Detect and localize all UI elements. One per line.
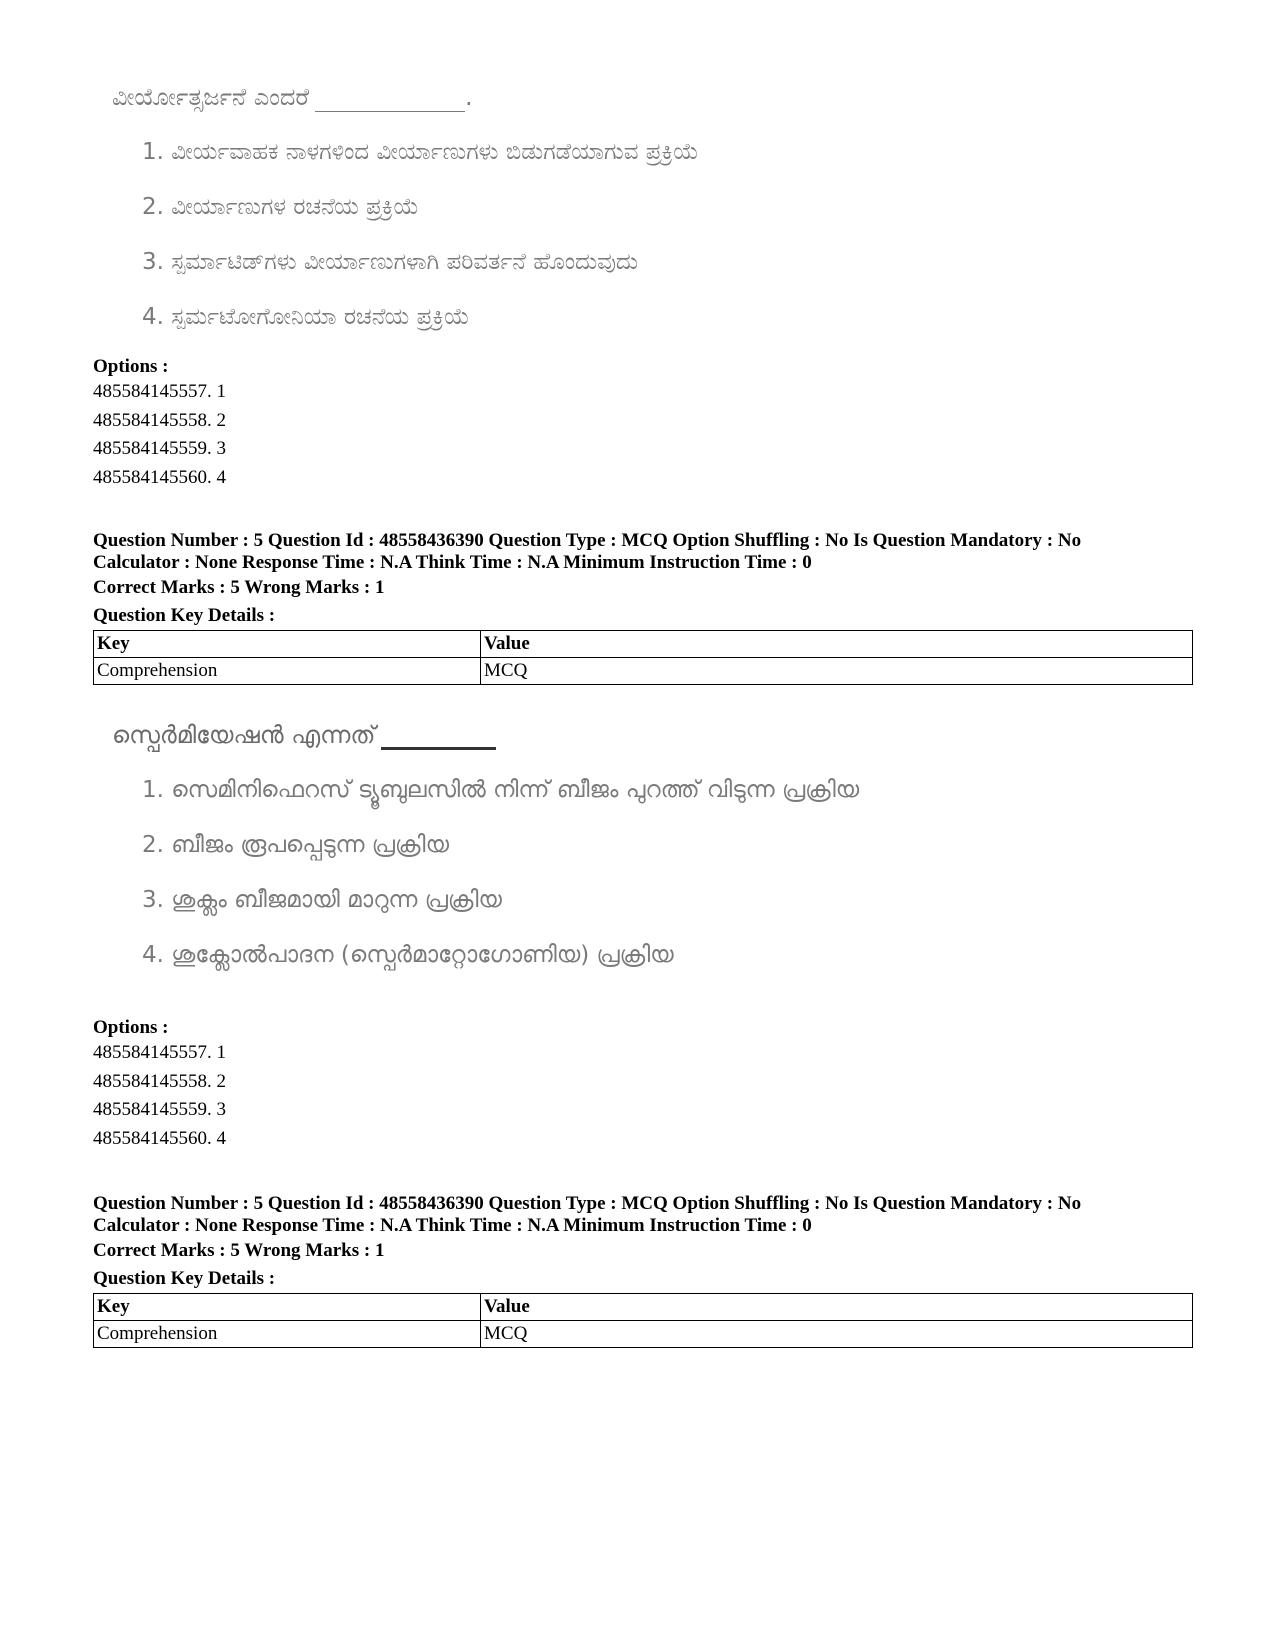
marks-line: Correct Marks : 5 Wrong Marks : 1 bbox=[93, 577, 385, 598]
option-item: 485584145560. 4 bbox=[93, 1127, 226, 1149]
table-row bbox=[94, 1321, 1193, 1348]
table-cell-key: Comprehension bbox=[94, 658, 481, 685]
table-header-value: Value bbox=[481, 1294, 1193, 1321]
question-option-1: 1. സെമിനിഫെറസ് ട്യൂബുലസിൽ നിന്ന് ബീജം പുറത്ത് വിടുന്ന പ്രക്രിയ bbox=[142, 777, 860, 803]
option-item: 485584145560. 4 bbox=[93, 466, 226, 488]
question-meta bbox=[93, 530, 1193, 685]
question-meta-line-1: Question Number : 5 Question Id : 48558436390 Question Type : MCQ Option Shuffling : No Is Question Mandatory : No bbox=[93, 530, 1082, 551]
key-details-label: Question Key Details : bbox=[93, 1268, 276, 1289]
option-item: 485584145558. 2 bbox=[93, 409, 226, 431]
question-option-1: 1. ವೀರ್ಯವಾಹಕ ನಾಳಗಳಿಂದ ವೀರ್ಯಾಣುಗಳು ಬಿಡುಗಡೆಯಾಗುವ ಪ್ರಕ್ರಿಯೆ bbox=[142, 139, 699, 165]
question-option-3: 3. ശുക്ലം ബീജമായി മാറുന്ന പ്രക്രിയ bbox=[142, 887, 502, 913]
kannada-question-image bbox=[112, 82, 699, 332]
key-details-label: Question Key Details : bbox=[93, 605, 276, 626]
option-item: 485584145558. 2 bbox=[93, 1070, 226, 1092]
table-header-row bbox=[94, 1294, 1193, 1321]
options-label: Options : bbox=[93, 1017, 169, 1038]
marks-line: Correct Marks : 5 Wrong Marks : 1 bbox=[93, 1240, 385, 1261]
option-item: 485584145559. 3 bbox=[93, 438, 226, 459]
question-option-4: 4. ಸ್ಪರ್ಮಟೋಗೋನಿಯಾ ರಚನೆಯ ಪ್ರಕ್ರಿಯೆ bbox=[142, 304, 470, 330]
table-row bbox=[94, 658, 1193, 685]
table-cell-value: MCQ bbox=[481, 658, 1193, 685]
question-option-2: 2. ವೀರ್ಯಾಣುಗಳ ರಚನೆಯ ಪ್ರಕ್ರಿಯೆ bbox=[142, 194, 420, 220]
options-block bbox=[93, 356, 1193, 492]
question-meta-line-2: Calculator : None Response Time : N.A Think Time : N.A Minimum Instruction Time : 0 bbox=[93, 552, 812, 573]
option-item: 485584145557. 1 bbox=[93, 381, 226, 402]
question-option-4: 4. ശുക്ലോൽപാദന (സ്പെർമാറ്റോഗോണിയ) പ്രക്രിയ bbox=[142, 942, 674, 968]
question-option-3: 3. ಸ್ಪರ್ಮಾಟಿಡ್‌ಗಳು ವೀರ್ಯಾಣುಗಳಾಗಿ ಪರಿವರ್ತನೆ ಹೊಂದುವುದು bbox=[142, 249, 639, 275]
table-cell-value: MCQ bbox=[481, 1321, 1193, 1348]
key-value-table bbox=[93, 630, 1193, 685]
question-option-2: 2. ബീജം രൂപപ്പെടുന്ന പ്രക്രിയ bbox=[142, 832, 450, 858]
option-item: 485584145559. 3 bbox=[93, 1099, 226, 1120]
question-meta-line-2: Calculator : None Response Time : N.A Think Time : N.A Minimum Instruction Time : 0 bbox=[93, 1215, 812, 1236]
option-item: 485584145557. 1 bbox=[93, 1042, 226, 1063]
question-stem: ವೀರ್ಯೋತ್ಸರ್ಜನೆ ಎಂದರೆ . bbox=[112, 83, 473, 111]
table-cell-key: Comprehension bbox=[94, 1321, 481, 1348]
malayalam-question-image bbox=[112, 720, 859, 970]
options-label: Options : bbox=[93, 356, 169, 377]
table-header-row bbox=[94, 631, 1193, 658]
table-header-value: Value bbox=[481, 631, 1193, 658]
question-meta bbox=[93, 1193, 1193, 1348]
table-header-key: Key bbox=[94, 1294, 481, 1321]
options-block bbox=[93, 1017, 1193, 1153]
table-header-key: Key bbox=[94, 631, 481, 658]
question-stem: സ്പെർമിയേഷൻ എന്നത് bbox=[112, 720, 859, 750]
question-meta-line-1: Question Number : 5 Question Id : 48558436390 Question Type : MCQ Option Shuffling : No Is Question Mandatory : No bbox=[93, 1193, 1082, 1214]
key-value-table bbox=[93, 1293, 1193, 1348]
